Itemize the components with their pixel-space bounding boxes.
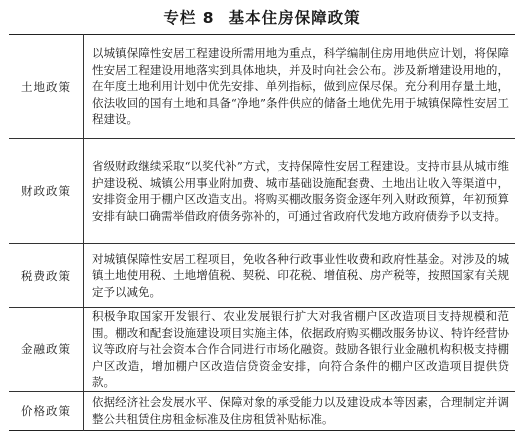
- policy-row-land: [9, 35, 515, 139]
- policy-label: 金融政策: [9, 308, 84, 392]
- policy-label: 财政政策: [9, 139, 84, 244]
- policy-row-finance: [9, 139, 515, 244]
- policy-content: 以城镇保障性安居工程建设所需用地为重点，科学编制住房用地供应计划，将保障性安居工程建设用地落实到具体地块，并及时向社会公布。涉及新增建设用地的，在年度土地利用计划中优先安排、单列指标，做到应保尽保。充分利用存量土地，依法收回的国有土地和具备“净地”条件供应的储备土地优先用于城镇保障性安居工程建设。: [92, 46, 509, 127]
- policy-content: 积极争取国家开发银行、农业发展银行扩大对我省棚户区改造项目支持规模和范围。棚改和配套设施建设项目实施主体，依据政府购买棚改服务协议、特许经营协议等政府与社会资本合作合同进行市场化融资。鼓励各银行业金融机构积极支持棚户区改造，增加棚户区改造信贷资金安排，向符合条件的棚户区改造项目提供贷款。: [84, 308, 516, 392]
- box-heading: 基本住房保障政策: [228, 9, 361, 27]
- policy-row-tax: [9, 244, 515, 308]
- policy-label: 税费政策: [9, 244, 84, 308]
- box-number: 专栏 8: [163, 9, 215, 27]
- policy-label: 土地政策: [9, 35, 84, 139]
- policy-row-credit: [9, 308, 515, 392]
- policy-content: 对城镇保障性安居工程项目，免收各种行政事业性收费和政府性基金。对涉及的城镇土地使用税、土地增值税、契税、印花税、增值税、房产税等，按照国家有关规定予以减免。: [84, 244, 516, 308]
- box-title: [0, 6, 524, 30]
- policy-content: 依据经济社会发展水平、保障对象的承受能力以及建设成本等因素，合理制定并调整公共租赁住房租金标准及住房租赁补贴标准。: [84, 391, 516, 430]
- policy-content: 省级财政继续采取“以奖代补”方式，支持保障性安居工程建设。支持市县从城市维护建设税、城镇公用事业附加费、城市基础设施配套费、土地出让收入等渠道中，安排资金用于棚户区改造支出。将购买棚改服务资金逐年列入财政预算，年初预算安排有缺口确需举借政府债务弥补的，可通过省政府代发地方政府债券予以支持。: [84, 139, 516, 244]
- policy-row-price: [9, 391, 515, 430]
- policy-label: 价格政策: [9, 391, 84, 430]
- policy-table: [9, 34, 515, 431]
